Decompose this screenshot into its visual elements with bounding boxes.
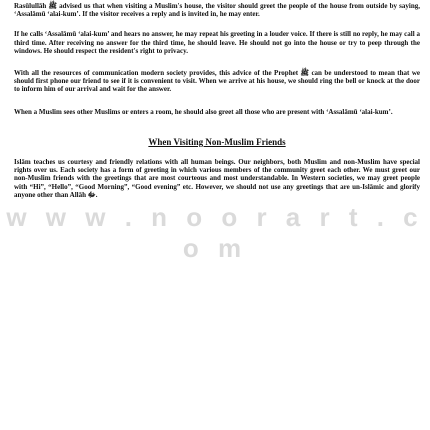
watermark: w w w . n o o r a r t . c o m (6, 202, 424, 263)
section-heading: When Visiting Non-Muslim Friends (148, 136, 286, 147)
paragraph-greeting-room: When a Muslim sees other Muslims or enters a room, he should also greet all those who are present with ‘Assalāmū ‘alai-kum’. (14, 107, 393, 116)
paragraph-repeat-greeting: If he calls ‘Assalāmū ‘alai-kum’ and hears no answer, he may repeat his greeting in a louder voice. If there is still no reply, he may call a third time. After receiving no answer for the third time, he should leave. He should not go into the house or try to peep through the windows. He should respect the resident's right to privacy. (14, 30, 420, 55)
paragraph-modern-communication: With all the resources of communication modern society provides, this advice of the Prophet ﷺ can be understood to mean that we should first phone our friend to see if it is convenient to visit. When we arrive at his house, we should ring the bell or knock at the door to inform him of our arrival and wait for the answer. (14, 69, 420, 94)
paragraph-non-muslim-friends: Islām teaches us courtesy and friendly relations with all human beings. Our neighbors, both Muslim and non-Muslim have special rights over us. Each society has a form of greeting in which various members of the community greet each other. We must greet our non-Muslim friends with the greetings that are most courteous and most understandable. In Western societies, we may greet people with “Hi”, “Hello”, “Good Morning”, “Good evening” etc. However, we should not use any greetings that are un-Islāmic and glorify anyone other than Allāh ﷻ. (14, 158, 420, 199)
paragraph-visiting-muslim-house: Rasūlullāh ﷺ advised us that when visiting a Muslim's house, the visitor should greet the people of the house from outside by saying, ‘Assalāmū ‘alai-kum’. If the visitor receives a reply and is invited in, he may enter. (14, 2, 420, 19)
